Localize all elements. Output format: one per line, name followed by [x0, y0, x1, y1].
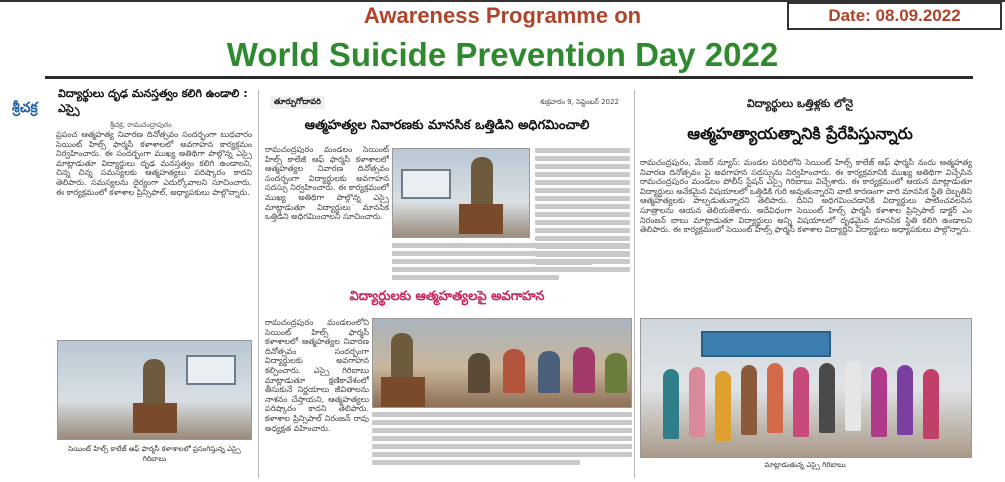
audience-figure: [573, 347, 595, 393]
speaker-figure: [471, 157, 493, 207]
article-subheadline: విద్యార్థులకు ఆత్మహత్యలపై అవగాహన: [349, 289, 545, 304]
article-photo: [57, 340, 252, 440]
audience-figure: [605, 353, 627, 393]
paper-dateline: శుక్రవారం 9, సెప్టెంబర్ 2022: [540, 98, 619, 106]
banner: [701, 331, 831, 357]
article-dateline: శ్రీచక్ర, రామచంద్రాపురం: [110, 121, 172, 129]
article-headline: ఆత్మహత్యల నివారణకు మానసిక ఒత్తిడిని అధిగమించాలి: [304, 118, 590, 133]
audience-figure: [468, 353, 490, 393]
group-member: [845, 361, 861, 431]
article-body-bottom: రామచంద్రపురం మండలంలోని సెయింట్ హిల్స్ ఫార్మసీ కళాశాలలో ఆత్మహత్యల నివారణ దినోత్సవం సందర్భంగా విద్యార్థులకు అవగాహన కల్పించారు. ఎస్సై గిరిబాబు మాట్లాడుతూ క్షణికావేశంలో తీసుకునే నిర్ణయాలు జీవితాలను నాశనం చేస్తాయని, ఆత్మహత్యలు పరిష్కారం కాదని తెలిపారు. కళాశాల ప్రిన్సిపాల్ నిరంజన్ రావు అధ్యక్షత వహించారు.: [265, 318, 369, 433]
projector-screen: [401, 169, 451, 199]
article-text-block: [372, 412, 632, 470]
group-member: [923, 369, 939, 439]
group-member: [897, 365, 913, 435]
article-body: ప్రపంచ ఆత్మహత్య నివారణ దినోత్సవం సందర్భంగా బుధవారం సెయింట్ హిల్స్ ఫార్మసీ కళాశాలలో అవగాహన కార్యక్రమం నిర్వహించారు. ఈ సందర్భంగా ముఖ్య అతిథిగా పాల్గొన్న ఎస్సై మాట్లాడుతూ విద్యార్థులు దృఢ మనస్తత్వం కలిగి ఉండాలని, చిన్న చిన్న సమస్యలకు ఆత్మహత్యలు పరిష్కారం కాదని తెలిపారు. సమస్యలను ధైర్యంగా ఎదుర్కోవాలని సూచించారు. ఈ కార్యక్రమంలో కళాశాల ప్రిన్సిపాల్, అధ్యాపకులు పాల్గొన్నారు.: [56, 130, 252, 197]
main-title: World Suicide Prevention Day 2022: [226, 36, 779, 73]
article-photo-top: [392, 148, 530, 238]
audience-figure: [538, 351, 560, 393]
newspaper-logo: శ్రీచక్ర: [12, 100, 38, 116]
group-member: [767, 363, 783, 433]
audience-figure: [503, 349, 525, 393]
article-body: రామచంద్రపురం, మేజర్ న్యూస్: మండల పరిధిలోని సెయింట్ హిల్స్ కాలేజ్ ఆఫ్ ఫార్మసీ నందు ఆత్మహత్య నివారణ దినోత్సవం పై అవగాహన సదస్సును నిర్వహించారు. ఈ కార్యక్రమానికి ముఖ్య అతిథిగా విచ్చేసిన రామచంద్రపురం మండలం పోలీస్ స్టేషన్ ఎస్సై గిరిబాబు విచ్చేశారు. ఈ కార్యక్రమంలో ఆయన మాట్లాడుతూ విద్యార్థులు అనేకమైన విషయాలలో ఒత్తిడికి గురి అవుతున్నారని వాటి కారణంగా వారి మానసిక స్థితి దెబ్బతిని ఆత్మహత్యలకు పాల్పడుతున్నారని తెలిపారు. దీనిని అధిగమించడానికి విద్యార్థులు పాటించవలసిన సూత్రాలను ఆయన తెలియజేశారు. అదేవిధంగా సెయింట్ హిల్స్ ఫార్మసీ కళాశాల ప్రిన్సిపాల్ డాక్టర్ ఎం నిరంజన్ బాబు మాట్లాడుతూ విద్యార్థులు అన్ని విషయాలలో దృఢమైన మానసిక స్థితి కలిగి ఉండాలని తెలిపారు. ఈ కార్యక్రమంలో సెయింట్ హిల్స్ ఫార్మసీ కళాశాల విద్యార్థిని విద్యార్థులు అధ్యాపకులు పాల్గొన్నారు.: [640, 158, 972, 235]
title-divider: [45, 76, 973, 79]
article-photo-bottom: [372, 318, 632, 408]
speaker-figure: [143, 359, 165, 409]
projector-screen: [186, 355, 236, 385]
group-member: [871, 367, 887, 437]
article-headline: విద్యార్థులు దృఢ మనస్తత్వం కలిగి ఉండాలి : ఎస్సై: [58, 87, 248, 115]
podium: [381, 377, 425, 407]
date-badge: Date: 08.09.2022: [787, 2, 1002, 30]
group-member: [663, 369, 679, 439]
article-body-top: రామచంద్రపురం మండలం సెయింట్ హిల్స్ కాలేజీ ఆఫ్ ఫార్మసీ కళాశాలలో ఆత్మహత్యల నివారణ దినోత్సవం సందర్భంగా విద్యార్థులకు అవగాహన సదస్సు నిర్వహించారు. ఈ కార్యక్రమంలో ముఖ్య అతిథిగా పాల్గొన్న ఎస్సై మాట్లాడుతూ విద్యార్థులు మానసిక ఒత్తిడిని అధిగమించాలని సూచించారు.: [265, 145, 389, 222]
group-member: [793, 367, 809, 437]
photo-caption: మాట్లాడుతున్న ఎస్సై గిరిబాబు: [764, 461, 846, 469]
speaker-figure: [391, 333, 413, 383]
group-photo: [640, 318, 972, 458]
podium: [133, 403, 177, 433]
section-tag: తూర్పుగోదావరి: [270, 96, 325, 109]
group-member: [741, 365, 757, 435]
article-text-block: [392, 243, 630, 283]
page-title: Awareness Programme on: [363, 3, 642, 28]
group-member: [715, 371, 731, 441]
article-headline: ఆత్మహత్యాయత్నానికి ప్రేరేపిస్తున్నారు: [687, 124, 913, 143]
group-member: [689, 367, 705, 437]
photo-caption: సెయింట్ హిల్స్ కాలేజ్ ఆఫ్ ఫార్మసీ కళాశాలలో ప్రసంగిస్తున్న ఎస్సై గిరిబాబు: [68, 445, 241, 463]
group-member: [819, 363, 835, 433]
podium: [459, 204, 503, 234]
article-kicker: విద్యార్థులు ఒత్తిళ్లకు లోనై: [746, 97, 854, 110]
